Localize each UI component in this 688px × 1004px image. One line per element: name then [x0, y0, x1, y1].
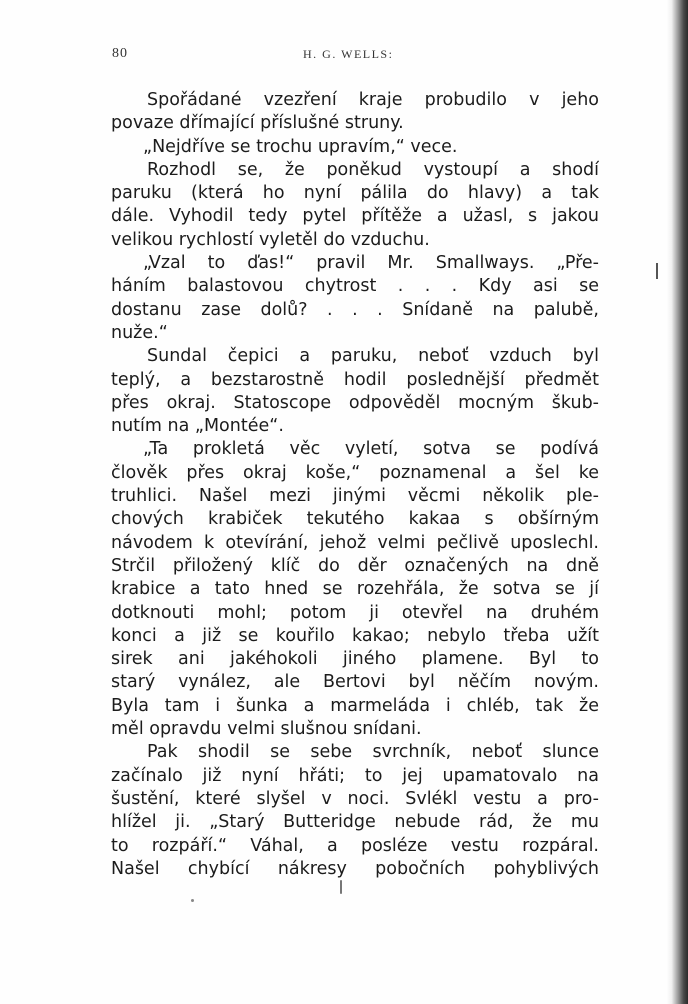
text-line: člověk přes okraj koše,“ poznamenal a šel ke	[111, 462, 599, 483]
text-line: truhlici. Našel mezi jinými věcmi několik ple-	[111, 486, 599, 507]
text-line: Rozhodl se, že poněkud vystoupí a shodí	[147, 159, 599, 180]
text-line: dále. Vyhodil tedy pytel přítěže a užasl, s jakou	[111, 206, 599, 227]
text-line: Byla tam i šunka a marmeláda i chléb, tak že	[111, 695, 599, 716]
text-line: „Vzal to ďas!“ pravil Mr. Smallways. „Pře-	[143, 253, 599, 274]
text-line: měl opravdu velmi slušnou snídani.	[111, 719, 422, 740]
page-spine-shadow	[666, 0, 688, 1004]
text-line: velikou rychlostí vyletěl do vzduchu.	[111, 229, 430, 250]
text-line: návodem k otevírání, jehož velmi pečlivě uposlechl.	[111, 532, 599, 553]
text-line: starý vynález, ale Bertovi byl něčím novým.	[111, 672, 599, 693]
text-line: Pak shodil se sebe svrchník, neboť slunce	[147, 742, 599, 763]
text-line: Strčil přiložený klíč do děr označených na dně	[111, 555, 599, 576]
body-text	[111, 89, 599, 881]
text-line: hlížel ji. „Starý Butteridge nebude rád, že mu	[111, 812, 599, 833]
text-line: nuže.“	[111, 322, 168, 343]
text-line: paruku (která ho nyní pálila do hlavy) a tak	[111, 183, 599, 204]
print-speck	[191, 899, 194, 902]
text-line: začínalo již nyní hřáti; to jej upamatovalo na	[111, 765, 599, 786]
text-line: dostanu zase dolů? . . . Snídaně na palubě,	[111, 299, 599, 320]
text-line: teplý, a bezstarostně hodil poslednější předmět	[111, 369, 599, 390]
running-head-title: H. G. WELLS:	[303, 47, 394, 61]
text-line: přes okraj. Statoscope odpověděl mocným škub-	[111, 392, 599, 413]
text-line: konci a již se kouřilo kakao; nebylo třeba užít	[111, 625, 599, 646]
text-line: „Ta prokletá věc vyletí, sotva se podívá	[143, 439, 599, 460]
text-line: sirek ani jakéhokoli jiného plamene. Byl to	[111, 649, 599, 670]
text-line: Spořádané vzezření kraje probudilo v jeho	[147, 90, 599, 110]
text-line: nutím na „Montée“.	[111, 416, 284, 437]
text-line: Sundal čepici a paruku, neboť vzduch byl	[147, 346, 599, 367]
text-line: dotknouti mohl; potom ji otevřel na druhém	[111, 602, 599, 623]
text-line: to rozpáří.“ Váhal, a posléze vestu rozpáral.	[111, 835, 599, 856]
text-line: chových krabiček tekutého kakaa s obšírným	[111, 509, 599, 530]
margin-mark	[656, 263, 658, 279]
running-head	[112, 46, 602, 66]
text-line: krabice a tato hned se rozehřála, že sotva se jí	[111, 579, 599, 600]
text-line: šustění, které slyšel v noci. Svlékl vestu a pro-	[111, 788, 599, 809]
text-line: háním balastovou chytrost . . . Kdy asi se	[111, 276, 599, 297]
text-line: „Nejdříve se trochu upravím,“ vece.	[143, 136, 458, 157]
page-number: 80	[112, 46, 128, 61]
text-line: Našel chybící nákresy pobočních pohyblivých	[111, 858, 599, 879]
print-speck	[340, 880, 342, 894]
text-line: povaze dřímající příslušné struny.	[111, 113, 404, 134]
